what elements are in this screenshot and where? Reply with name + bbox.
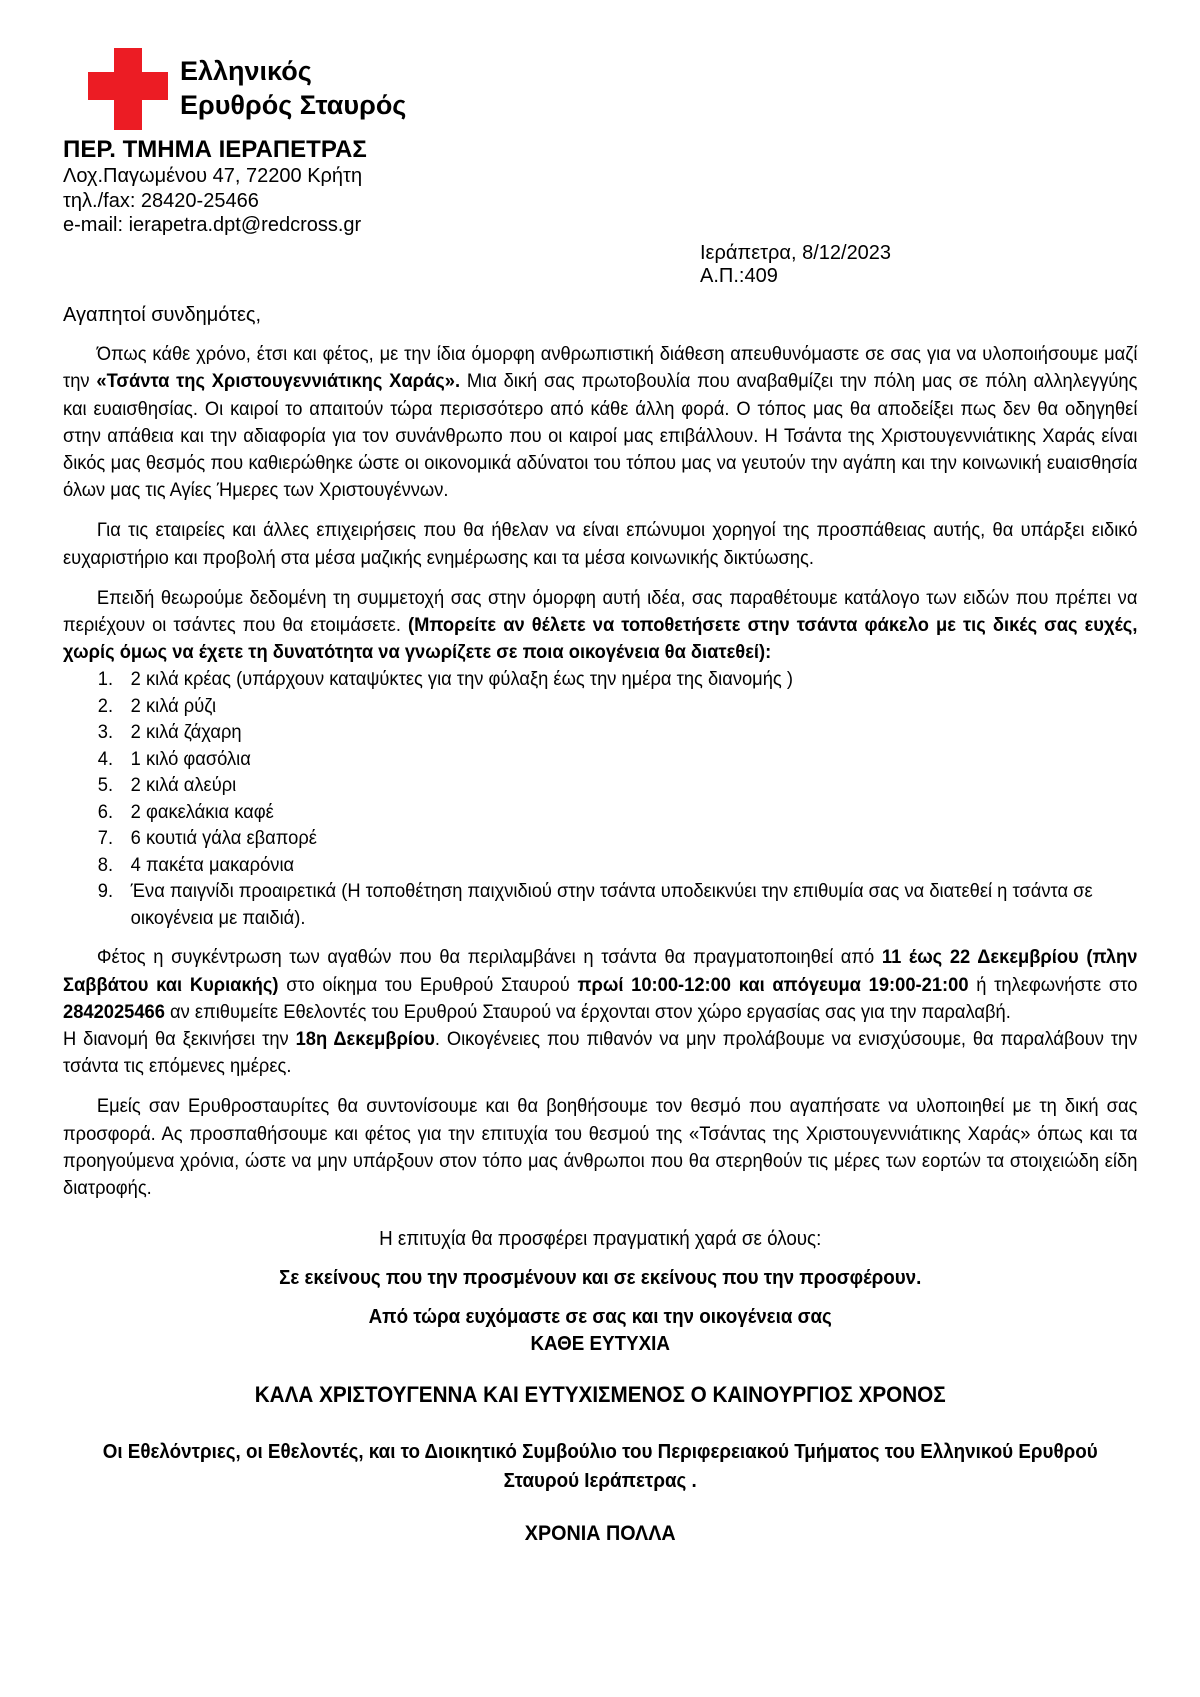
signature-block: Οι Εθελόντριες, οι Εθελοντές, και το Διοικητικό Συμβούλιο του Περιφερειακού Τμήματος του Ελληνικού Ερυθρού Σταυρού Ιεράπετρας . [102,1441,1098,1493]
list-item-text: 6 κουτιά γάλα εβαπορέ [130,827,317,850]
red-cross-icon [88,48,168,130]
closing-wish-line: Από τώρα ευχόμαστε σε σας και την οικογένεια σας [368,1306,832,1329]
list-item [98,719,1138,746]
list-item [98,772,1138,799]
list-item-number: 7. [97,827,114,850]
email-line: e-mail: ierapetra.dpt@redcross.gr [63,214,362,237]
salutation: Αγαπητοί συνδημότες, [63,304,262,327]
donation-items-list [63,666,1137,931]
list-item-number: 1. [97,668,114,691]
paragraph-list-intro: Επειδή θεωρούμε δεδομένη τη συμμετοχή σας στην όμορφη αυτή ιδέα, σας παραθέτουμε κατάλογο των ειδών που πρέπει να περιέχουν οι τσάντες που θα ετοιμάσετε. (Μπορείτε αν θέλετε να τοποθετήσετε στην τσάντα φάκελο με τις δικές σας ευχές, χωρίς όμως να έχετε τη δυνατότητα να γνωρίζετε σε ποια οικογένεια θα διατεθεί): [63,586,1138,664]
org-name-line2: Ερυθρός Σταυρός [180,90,407,120]
paragraph-sponsors: Για τις εταιρείες και άλλες επιχειρήσεις που θα ήθελαν να είναι επώνυμοι χορηγοί της προσπάθειας αυτής, θα υπάρξει ειδικό ευχαριστήριο και προβολή στα μέσα μαζικής ενημέρωσης και τα μέσα κοινωνικής δικτύωσης. [63,519,1138,569]
list-item-text: 2 κιλά κρέας (υπάρχουν καταψύκτες για την φύλαξη έως την ημέρα της διανομής ) [130,668,793,691]
list-item-text: 1 κιλό φασόλια [130,747,251,770]
paragraph-volunteers: Εμείς σαν Ερυθροσταυρίτες θα συντονίσουμε και θα βοηθήσουμε τον θεσμό που αγαπήσατε να υλοποιηθεί με τη δική σας προσφορά. Ας προσπαθήσουμε και φέτος για την επιτυχία του θεσμού της «Τσάντας της Χριστουγεννιάτικης Χαράς» όπως και τα προηγούμενα χρόνια, ώστε να μην υπάρξουν στον τόπο μας άνθρωποι που θα στερηθούν τις μέρες των εορτών τα στοιχειώδη είδη διατροφής. [63,1095,1138,1199]
org-name [180,54,406,122]
place-date: Ιεράπετρα, 8/12/2023 [700,242,892,265]
closing-merry-christmas-line: ΚΑΛΑ ΧΡΙΣΤΟΥΓΕΝΝΑ ΚΑΙ ΕΥΤΥΧΙΣΜΕΝΟΣ Ο ΚΑΙΝΟΥΡΓΙΟΣ ΧΡΟΝΟΣ [254,1382,946,1408]
paragraph-collection-dates: Φέτος η συγκέντρωση των αγαθών που θα περιλαμβάνει η τσάντα θα πραγματοποιηθεί από 11 έως 22 Δεκεμβρίου (πλην Σαββάτου και Κυριακής) στο οίκημα του Ερυθρού Σταυρού πρωί 10:00-12:00 και απόγευμα 19:00-21:00 ή τηλεφωνήστε στο 2842025466 αν επιθυμείτε Εθελοντές του Ερυθρού Σταυρού να έρχονται στον χώρο εργασίας σας για την παραλαβή. [63,946,1138,1023]
list-item-number: 2. [97,694,114,717]
list-item-text: 2 φακελάκια καφέ [130,800,274,823]
list-item-text: Ένα παιγνίδι προαιρετικά (Η τοποθέτηση παιχνιδιού στην τσάντα υποδεικνύει την επιθυμία σας να διατεθεί η τσάντα σε οικογένεια με παιδιά). [130,880,1093,929]
reference-block [700,242,1137,288]
list-item-number: 4. [97,747,114,770]
list-item-number: 5. [97,774,114,797]
list-item-text: 4 πακέτα μακαρόνια [130,853,295,876]
org-name-line1: Ελληνικός [180,56,312,86]
letterhead [63,48,1137,130]
phone-fax-line: τηλ./fax: 28420-25466 [63,189,259,212]
red-cross-horizontal-bar [88,72,168,100]
list-item-number: 8. [97,853,114,876]
list-item-text: 2 κιλά αλεύρι [130,774,237,797]
closing-recipients-line: Σε εκείνους που την προσμένουν και σε εκείνους που την προσφέρουν. [279,1267,922,1290]
list-item [98,799,1138,826]
paragraph-intro: Όπως κάθε χρόνο, έτσι και φέτος, με την ίδια όμορφη ανθρωπιστική διάθεση απευθυνόμαστε σε σας για να υλοποιήσουμε μαζί την «Τσάντα της Χριστουγεννιάτικης Χαράς». Μια δική σας πρωτοβουλία που αναβαθμίζει την πόλη μας σε πόλη αλληλεγγύης και ευαισθησίας. Οι καιροί το απαιτούν τώρα περισσότερο από κάθε άλλη φορά. Ο τόπος μας θα αποδείξει πως δεν θα οδηγηθεί στην απάθεια και την αδιαφορία για τον συνάνθρωπο που οι καιροί μας επιβάλλουν. Η Τσάντα της Χριστουγεννιάτικης Χαράς είναι δικός μας θεσμός που καθιερώθηκε ώστε οι οικονομικά αδύνατοι του τόπου μας να γευτούν την αγάπη και την κοινωνική ευαισθησία όλων μας τις Αγίες Ήμερες των Χριστουγέννων. [63,343,1138,502]
closing-happiness-line: ΚΑΘΕ ΕΥΤΥΧΙΑ [530,1333,670,1356]
list-item [98,746,1138,773]
list-item-number: 6. [97,800,114,823]
paragraph-distribution: Η διανομή θα ξεκινήσει την 18η Δεκεμβρίου. Οικογένειες που πιθανόν να μην προλάβουμε να ενισχύσουμε, θα παραλάβουν την τσάντα τις επόμενες ημέρες. [63,1027,1138,1078]
list-item [98,693,1138,720]
list-item-text: 2 κιλά ρύζι [130,694,217,717]
list-item [98,878,1138,931]
list-item-number: 9. [97,880,114,903]
list-item [98,825,1138,852]
closing-xronia-polla-line: ΧΡΟΝΙΑ ΠΟΛΛΑ [524,1522,676,1546]
closing-success-line: Η επιτυχία θα προσφέρει πραγματική χαρά σε όλους: [379,1228,822,1251]
list-item-number: 3. [97,721,114,744]
list-item-text: 2 κιλά ζάχαρη [130,721,242,744]
address-line: Λοχ.Παγωμένου 47, 72200 Κρήτη [63,165,363,187]
letter-body [63,341,1137,1547]
list-item [98,666,1138,693]
branch-title: ΠΕΡ. ΤΜΗΜΑ ΙΕΡΑΠΕΤΡΑΣ [63,136,367,163]
list-item [98,852,1138,879]
protocol-number: Α.Π.:409 [700,265,778,288]
